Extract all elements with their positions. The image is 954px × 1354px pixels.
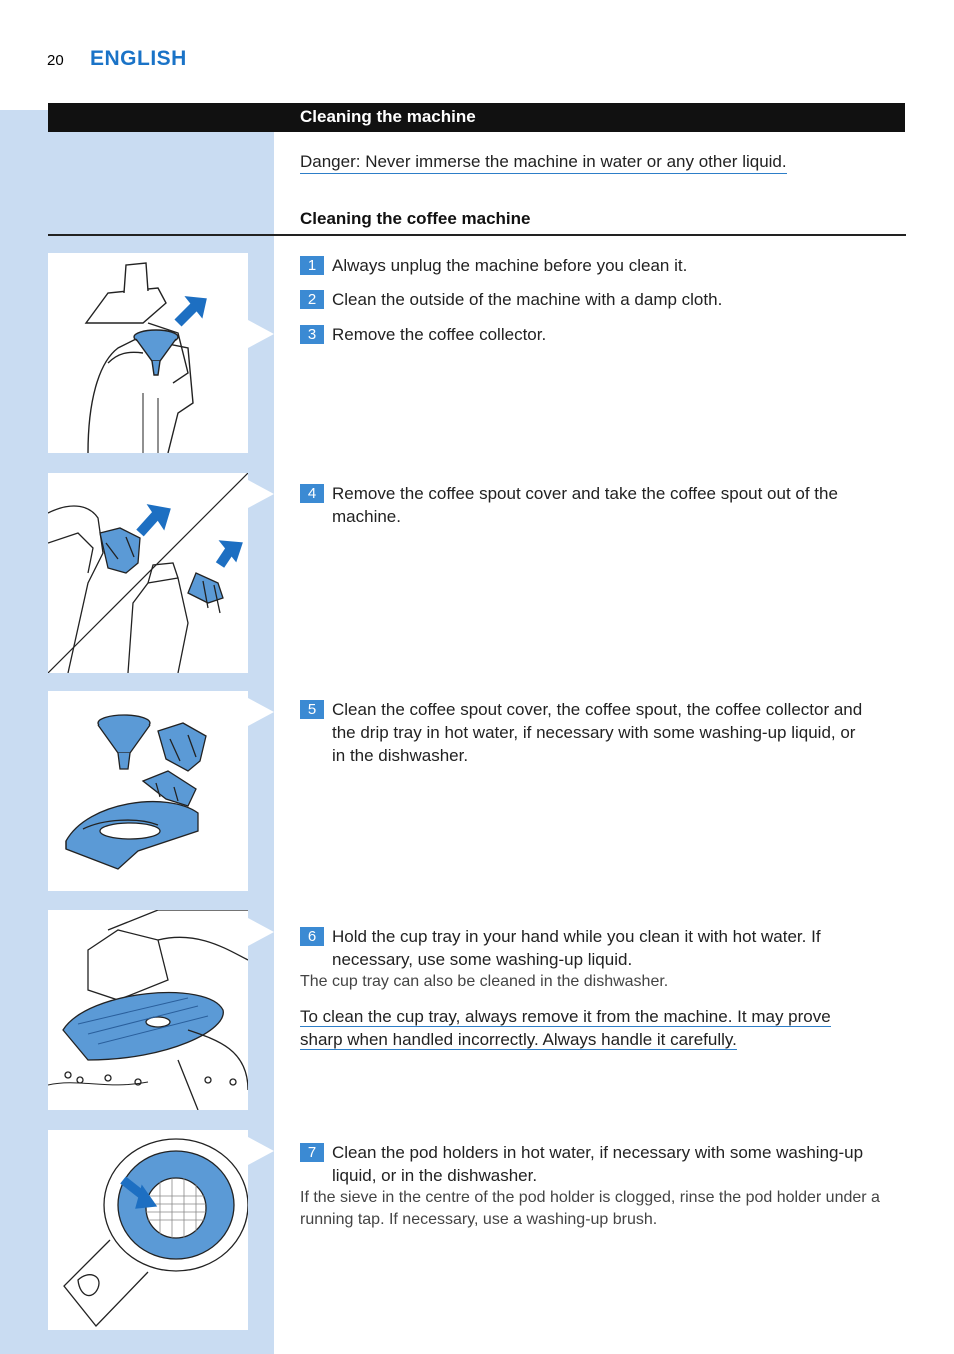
step-text: Clean the outside of the machine with a damp cloth. <box>332 290 723 309</box>
section-title: Cleaning the machine <box>300 107 476 126</box>
page-number: 20 <box>47 52 64 69</box>
step-3 <box>300 323 905 346</box>
step-6 <box>300 925 885 971</box>
step-1 <box>300 254 905 277</box>
warning-line-2: sharp when handled incorrectly. Always handle it carefully. <box>300 1030 737 1049</box>
figure-pointer <box>248 698 274 726</box>
step-7 <box>300 1141 905 1187</box>
step-2 <box>300 288 905 311</box>
step-text: Remove the coffee spout cover and take the coffee spout out of the machine. <box>332 484 838 526</box>
step-number: 3 <box>300 325 324 344</box>
subsection-title: Cleaning the coffee machine <box>300 209 531 228</box>
language-heading: ENGLISH <box>90 47 187 70</box>
step-text: Hold the cup tray in your hand while you clean it with hot water. If necessary, use some washing-up liquid. <box>332 927 821 969</box>
figure-clean-cup-tray <box>48 910 248 1110</box>
subsection-rule <box>48 234 906 236</box>
note-cup-tray-dishwasher: The cup tray can also be cleaned in the dishwasher. <box>300 973 669 990</box>
figure-remove-coffee-collector <box>48 253 248 453</box>
step-number: 6 <box>300 927 324 946</box>
warning-line-1: To clean the cup tray, always remove it from the machine. It may prove <box>300 1007 831 1026</box>
step-number: 2 <box>300 290 324 309</box>
note-sieve: If the sieve in the centre of the pod holder is clogged, rinse the pod holder under a running tap. If necessary, use a washing-up brush. <box>300 1189 880 1228</box>
figure-pointer <box>248 320 274 348</box>
step-number: 5 <box>300 700 324 719</box>
step-4 <box>300 482 905 528</box>
step-5 <box>300 698 870 767</box>
figure-pointer <box>248 918 274 946</box>
step-number: 7 <box>300 1143 324 1162</box>
step-text: Clean the pod holders in hot water, if necessary with some washing-up liquid, or in the dishwasher. <box>332 1143 864 1185</box>
figure-pod-holder <box>48 1130 248 1330</box>
danger-warning: Danger: Never immerse the machine in water or any other liquid. <box>300 152 787 174</box>
figure-parts-to-clean <box>48 691 248 891</box>
step-number: 1 <box>300 256 324 275</box>
figure-pointer <box>248 1137 274 1165</box>
step-number: 4 <box>300 484 324 503</box>
step-text: Always unplug the machine before you clean it. <box>332 256 688 275</box>
cup-tray-warning <box>300 1005 895 1051</box>
figure-remove-coffee-spout <box>48 473 248 673</box>
step-text: Remove the coffee collector. <box>332 325 547 344</box>
step-text: Clean the coffee spout cover, the coffee spout, the coffee collector and the drip tray in hot water, if necessary with some washing-up liquid, or in the dishwasher. <box>332 700 863 765</box>
figure-pointer <box>248 480 274 508</box>
section-bar <box>48 103 905 132</box>
